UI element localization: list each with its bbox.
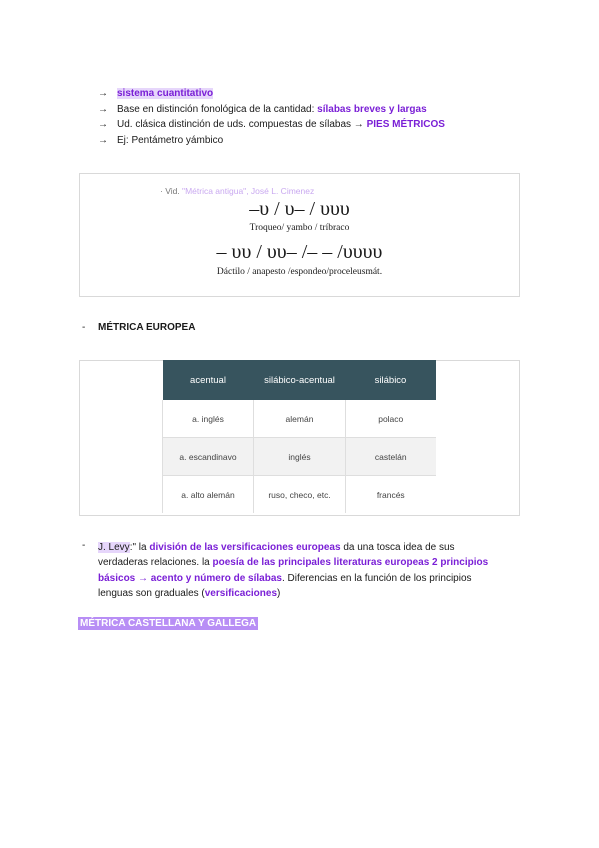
metric-notation-1: –υ / υ– / υυυ: [249, 198, 350, 220]
highlighted-text: división de las versificaciones europeas: [149, 542, 341, 553]
table-cell: a. escandinavo: [163, 438, 254, 476]
metric-notation-2: – υυ / υυ– /– – /υυυυ: [216, 241, 383, 263]
versification-table: [162, 360, 436, 513]
reference-title: "Métrica antigua", José L. Cimenez: [182, 186, 315, 196]
arrow-icon: →: [98, 103, 108, 115]
table-row: [163, 400, 436, 438]
arrow-icon: →: [98, 88, 108, 99]
table-row: [163, 438, 436, 476]
highlighted-text: básicos → acento y número de sílabas: [98, 572, 282, 584]
text-run: da una tosca idea de sus: [340, 542, 455, 553]
column-header: acentual: [163, 360, 254, 400]
highlighted-text: sílabas breves y largas: [317, 103, 427, 115]
list-dash: -: [82, 322, 86, 333]
highlighted-text: versificaciones: [204, 587, 278, 599]
paragraph-line: [98, 571, 528, 586]
text-run: :" la: [129, 542, 150, 553]
list-dash: -: [82, 540, 86, 551]
highlighted-text: poesía de las principales literaturas europeas 2 principios: [212, 557, 489, 569]
levy-paragraph: [98, 540, 528, 601]
text-run: ): [277, 587, 281, 599]
table-cell: a. alto alemán: [163, 476, 254, 514]
section-heading: MÉTRICA EUROPEA: [98, 322, 196, 333]
metric-caption-2: Dáctilo / anapesto /espondeo/proceleusmát.: [216, 267, 383, 277]
table-header-row: [163, 360, 436, 400]
table-cell: castelán: [346, 438, 436, 476]
list-item: [98, 117, 445, 133]
table-cell: inglés: [254, 438, 346, 476]
author-name: J. Levy: [98, 542, 130, 553]
column-header: silábico-acentual: [254, 360, 346, 400]
list-text: Ud. clásica distinción de uds. compuestas de sílabas →: [117, 119, 367, 130]
paragraph-line: [98, 555, 528, 570]
column-header: silábico: [346, 360, 436, 400]
table-cell: polaco: [346, 400, 436, 438]
table-row: [163, 476, 436, 514]
paragraph-line: [98, 586, 528, 601]
table-cell: alemán: [254, 400, 346, 438]
table-cell: ruso, checo, etc.: [254, 476, 346, 514]
highlighted-text: sistema cuantitativo: [117, 88, 214, 99]
metric-caption-1: Troqueo/ yambo / tríbraco: [249, 223, 350, 233]
reference-note: [160, 186, 314, 196]
text-run: . Diferencias en la función de los principios: [281, 572, 472, 584]
list-item: [98, 133, 445, 149]
list-text: Ej: Pentámetro yámbico: [117, 134, 224, 146]
list-item: [98, 86, 445, 102]
highlighted-text: PIES MÉTRICOS: [366, 119, 445, 130]
paragraph-line: [98, 540, 528, 555]
text-run: lenguas son graduales (: [98, 587, 205, 599]
table-cell: a. inglés: [163, 400, 254, 438]
list-text: Base en distinción fonológica de la cantidad:: [117, 103, 318, 115]
arrow-icon: →: [98, 134, 108, 146]
section-heading-highlighted: MÉTRICA CASTELLANA Y GALLEGA: [80, 618, 257, 629]
list-item: [98, 102, 445, 118]
table-cell: francés: [376, 489, 405, 500]
arrow-icon: →: [98, 119, 108, 130]
reference-prefix: · Vid.: [160, 186, 183, 196]
text-run: verdaderas relaciones. la: [98, 557, 213, 569]
bullet-list: [98, 86, 445, 148]
